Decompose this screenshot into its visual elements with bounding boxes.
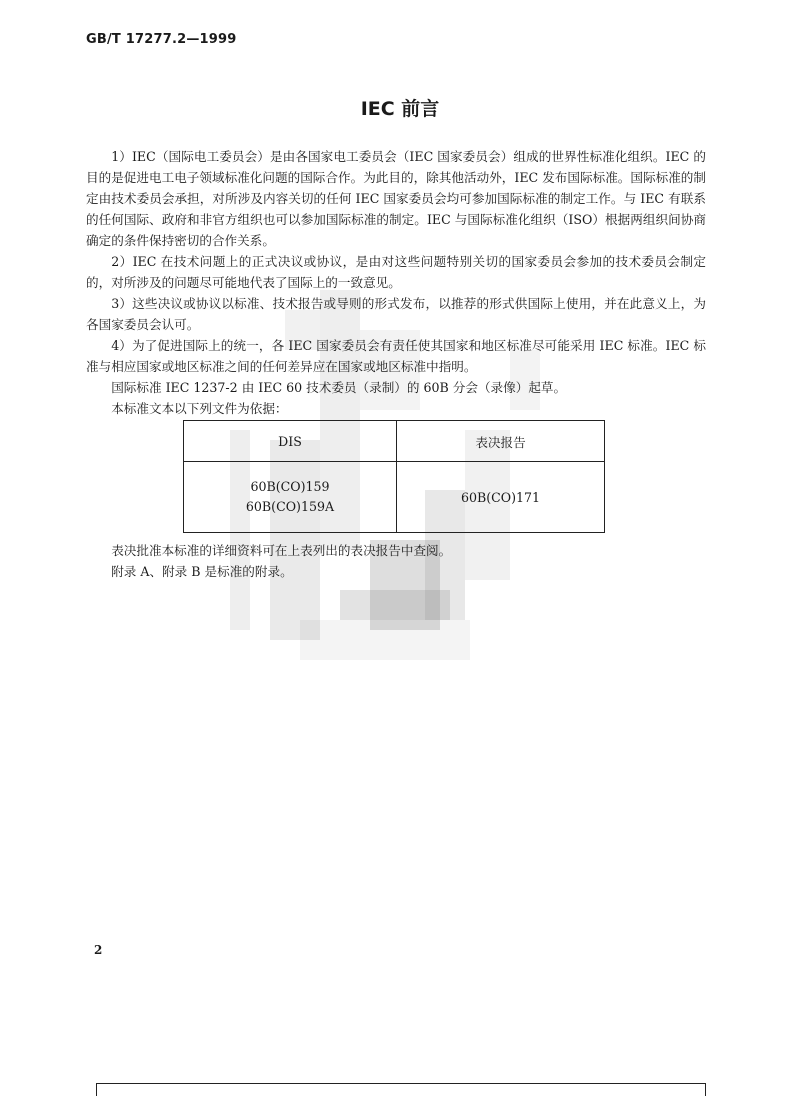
paragraph-drafting: 国际标准 IEC 1237-2 由 IEC 60 技术委员（录制）的 60B 分会（录像）起草。 [111,380,567,395]
foreword-body [86,146,706,419]
paragraph-basis: 本标准文本以下列文件为依据： [111,401,288,416]
table-cell-dis-docs [184,462,397,533]
table-header-vote-report: 表决报告 [397,421,605,462]
document-basis-table [183,420,605,533]
notes [86,540,706,582]
dis-doc: 60B(CO)159A [245,499,335,514]
page-title: IEC 前言 [360,98,440,120]
paragraph-3: 3）这些决议或协议以标准、技术报告或导则的形式发布，以推荐的形式供国际上使用，并在此意义上，为各国家委员会认可。 [86,296,706,332]
table-header-row [184,421,605,462]
table-header-dis: DIS [184,421,397,462]
page-number: 2 [94,943,103,957]
paragraph-1: 1）IEC（国际电工委员会）是由各国家电工委员会（IEC 国家委员会）组成的世界性标准化组织。IEC 的目的是促进电工电子领域标准化问题的国际合作。为此目的，除其他活动外，IEC 发布国际标准。国际标准的制定由技术委员会承担，对所涉及内容关切的任何 IEC 国家委员会均可参加国际标准的制定工作。与 IEC 有联系的任何国际、政府和非官方组织也可以参加国际标准的制定。IEC 与国际标准化组织（ISO）根据两组织间协商确定的条件保持密切的合作关系。 [86,149,706,248]
standard-number: GB/T 17277.2—1999 [86,32,237,47]
paragraph-2: 2）IEC 在技术问题上的正式决议或协议，是由对这些问题特别关切的国家委员会参加的技术委员会制定的，对所涉及的问题尽可能地代表了国际上的一致意见。 [86,254,706,290]
table-row [184,462,605,533]
table-cell-vote-report: 60B(CO)171 [397,462,605,533]
note-annexes: 附录 A、附录 B 是标准的附录。 [111,564,293,579]
note-voting-details: 表决批准本标准的详细资料可在上表列出的表决报告中查阅。 [111,543,452,558]
paragraph-4: 4）为了促进国际上的统一，各 IEC 国家委员会有责任使其国家和地区标准尽可能采用 IEC 标准。IEC 标准与相应国家或地区标准之间的任何差异应在国家或地区标准中指明。 [86,338,706,374]
dis-doc: 60B(CO)159 [250,479,330,494]
